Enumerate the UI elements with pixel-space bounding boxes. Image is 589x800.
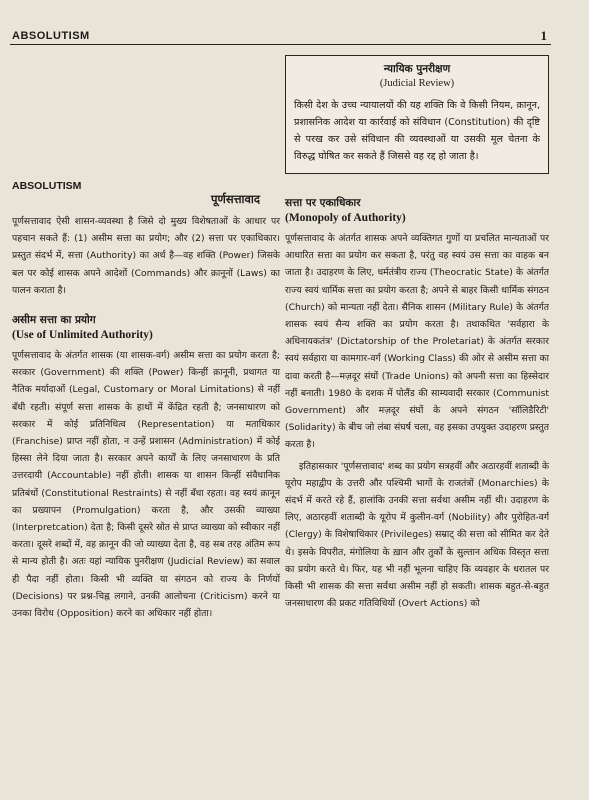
monopoly-heading-hindi: सत्ता पर एकाधिकार: [285, 197, 361, 209]
unlimited-heading-hindi: असीम सत्ता का प्रयोग: [12, 314, 96, 327]
right-column: [285, 55, 549, 616]
unlimited-paragraph: पूर्णसत्तावाद के अंतर्गत शासक (या शासक-वर्ग) असीम सत्ता का प्रयोग करता है; सरकार (Government) की शक्ति (Power) किन्हीं क़ानूनी, प्रथागत या नैतिक मर्यादाओं (Legal, Customary or Moral Limitations) से नहीं बँधी रहती। संपूर्ण सत्ता शासक के हाथों में केंद्रित रहती है; जनसाधारण को सरकार में कोई प्रतिनिधित्व (Representation) या मताधिकार (Franchise) प्राप्त नहीं होता, न उन्हें प्रशासन (Administration) में कोई हिस्सा लेने दिया जाता है। सरकार अपने कार्यों के लिए जनसाधारण के प्रति उत्तरदायी (Accountable) नहीं होती। शासक या शासन किन्हीं संवैधानिक प्रतिबंधों (Constitutional Restraints) से नहीं बँधा रहता। वह स्वयं क़ानून का प्रख्यापन (Promulgation) करता है, और उसकी व्याख्या (Interpretcation) देता है; किसी दूसरे स्रोत से प्राप्त व्याख्या को स्वीकार नहीं करता। दूसरे शब्दों में, वह क़ानून की जो व्याख्या देता है, वह सब तरह अंतिम रूप से मान्य होती है। अतः यहां न्यायिक पुनरीक्षण (Judicial Review) का सवाल ही पैदा नहीं होता। किसी भी व्यक्ति या संगठन को राज्य के निर्णयों (Decisions) पर प्रश्न-चिह्न लगाने, उनकी आलोचना (Criticism) करने या उनका विरोध (Opposition) करने का अधिकार नहीं होता।: [12, 350, 280, 620]
monopoly-heading-english: (Monopoly of Authority): [285, 212, 406, 224]
box-title: न्यायिक पुनरीक्षण: [383, 63, 451, 75]
unlimited-heading-english: (Use of Unlimited Authority): [12, 329, 153, 342]
page-number: 1: [540, 28, 547, 43]
running-title: ABSOLUTISM: [12, 30, 90, 42]
header-rule: [10, 44, 551, 45]
history-paragraph: इतिहासकार 'पूर्णसत्तावाद' शब्द का प्रयोग सत्रहवीं और अठारहवीं शताब्दी के यूरोप महाद्वीप के उत्तरी और पश्चिमी भागों के राजतंत्रों (Monarchies) के संदर्भ में करते रहे हैं, हालांकि उनकी सत्ता सर्वथा असीम नहीं थी। उदाहरण के लिए, अठारहवीं शताब्दी के यूरोप में कुलीन-वर्ग (Nobility) और पुरोहित-वर्ग (Clergy) के विशेषाधिकार (Privileges) सम्राट् की सत्ता को सीमित कर देते थे। इसके विपरीत, मंगोलिया के ख़ान और तुर्कों के सुल्तान अधिक विस्तृत सत्ता का प्रयोग करते थे। फिर, यह भी नहीं भूलना चाहिए कि व्यवहार के धरातल पर किसी भी शासक की सत्ता सर्वथा असीम नहीं हो सकती। शासक बहुत-से-बहुत जनसाधारण की प्रकट गतिविधियों (Overt Actions) को: [285, 460, 549, 610]
box-subtitle: (Judicial Review): [379, 78, 455, 89]
monopoly-paragraph: पूर्णसत्तावाद के अंतर्गत शासक अपने व्यक्तिगत गुणों या प्रचलित मान्यताओं पर आधारित सत्ता का प्रयोग कर सकता है, परंतु वह स्वयं उस सत्ता का वाहक बन जाता है। उदाहरण के लिए, धर्मतंत्रीय राज्य (Theocratic State) के अंतर्गत राज्य स्वयं धार्मिक सत्ता का प्रयोग करता है; अपने से बाहर किसी धार्मिक संगठन (Church) को मान्यता नहीं देता। सैनिक शासन (Military Rule) के अंतर्गत शासक स्वयं सैन्य शक्ति का प्रयोग करता है। तथाकथित 'सर्वहारा के अधिनायकतंत्र' (Dictatorship of the Proletariat) के अंतर्गत सरकार स्वयं सर्वहारा या कामगार-वर्ग (Working Class) की ओर से असीम सत्ता का दावा करती है—मज़दूर संघों (Trade Unions) को अपनी सत्ता का हिस्सेदार नहीं बनाती। 1980 के दशक में पोलैंड की साम्यवादी सरकार (Communist Government) और मज़दूर संघों के अपने संगठन 'सॉलिडैरिटी' (Solidarity) के बीच जो लंबा संघर्ष चला, वह इसका उपयुक्त उदाहरण प्रस्तुत करता है।: [285, 233, 549, 451]
left-column: [12, 180, 280, 626]
section-title: पूर्णसत्तावाद: [210, 192, 260, 206]
intro-paragraph: पूर्णसत्तावाद ऐसी शासन-व्यवस्था है जिसे दो मुख्य विशेषताओं के आधार पर पहचान सकते हैं: (1) असीम सत्ता का प्रयोग; और (2) सत्ता पर एकाधिकार। प्रस्तुत संदर्भ में, सत्ता (Authority) का अर्थ है—वह शक्ति (Power) जिसके बल पर कोई शासक अपने आदेशों (Commands) और क़ानूनों (Laws) का पालन कराता है।: [12, 216, 280, 296]
box-body: किसी देश के उच्च न्यायालयों की यह शक्ति कि वे किसी नियम, क़ानून, प्रशासनिक आदेश या कार्रवाई को संविधान (Constitution) की दृष्टि से परख कर उसे संविधान की व्यवस्थाओं या उसकी मूल चेतना के विरुद्ध घोषित कर सकते हैं जिससे वह रद्द हो जाता है।: [294, 100, 540, 162]
judicial-review-box: [285, 55, 549, 174]
section-label: ABSOLUTISM: [12, 180, 82, 192]
